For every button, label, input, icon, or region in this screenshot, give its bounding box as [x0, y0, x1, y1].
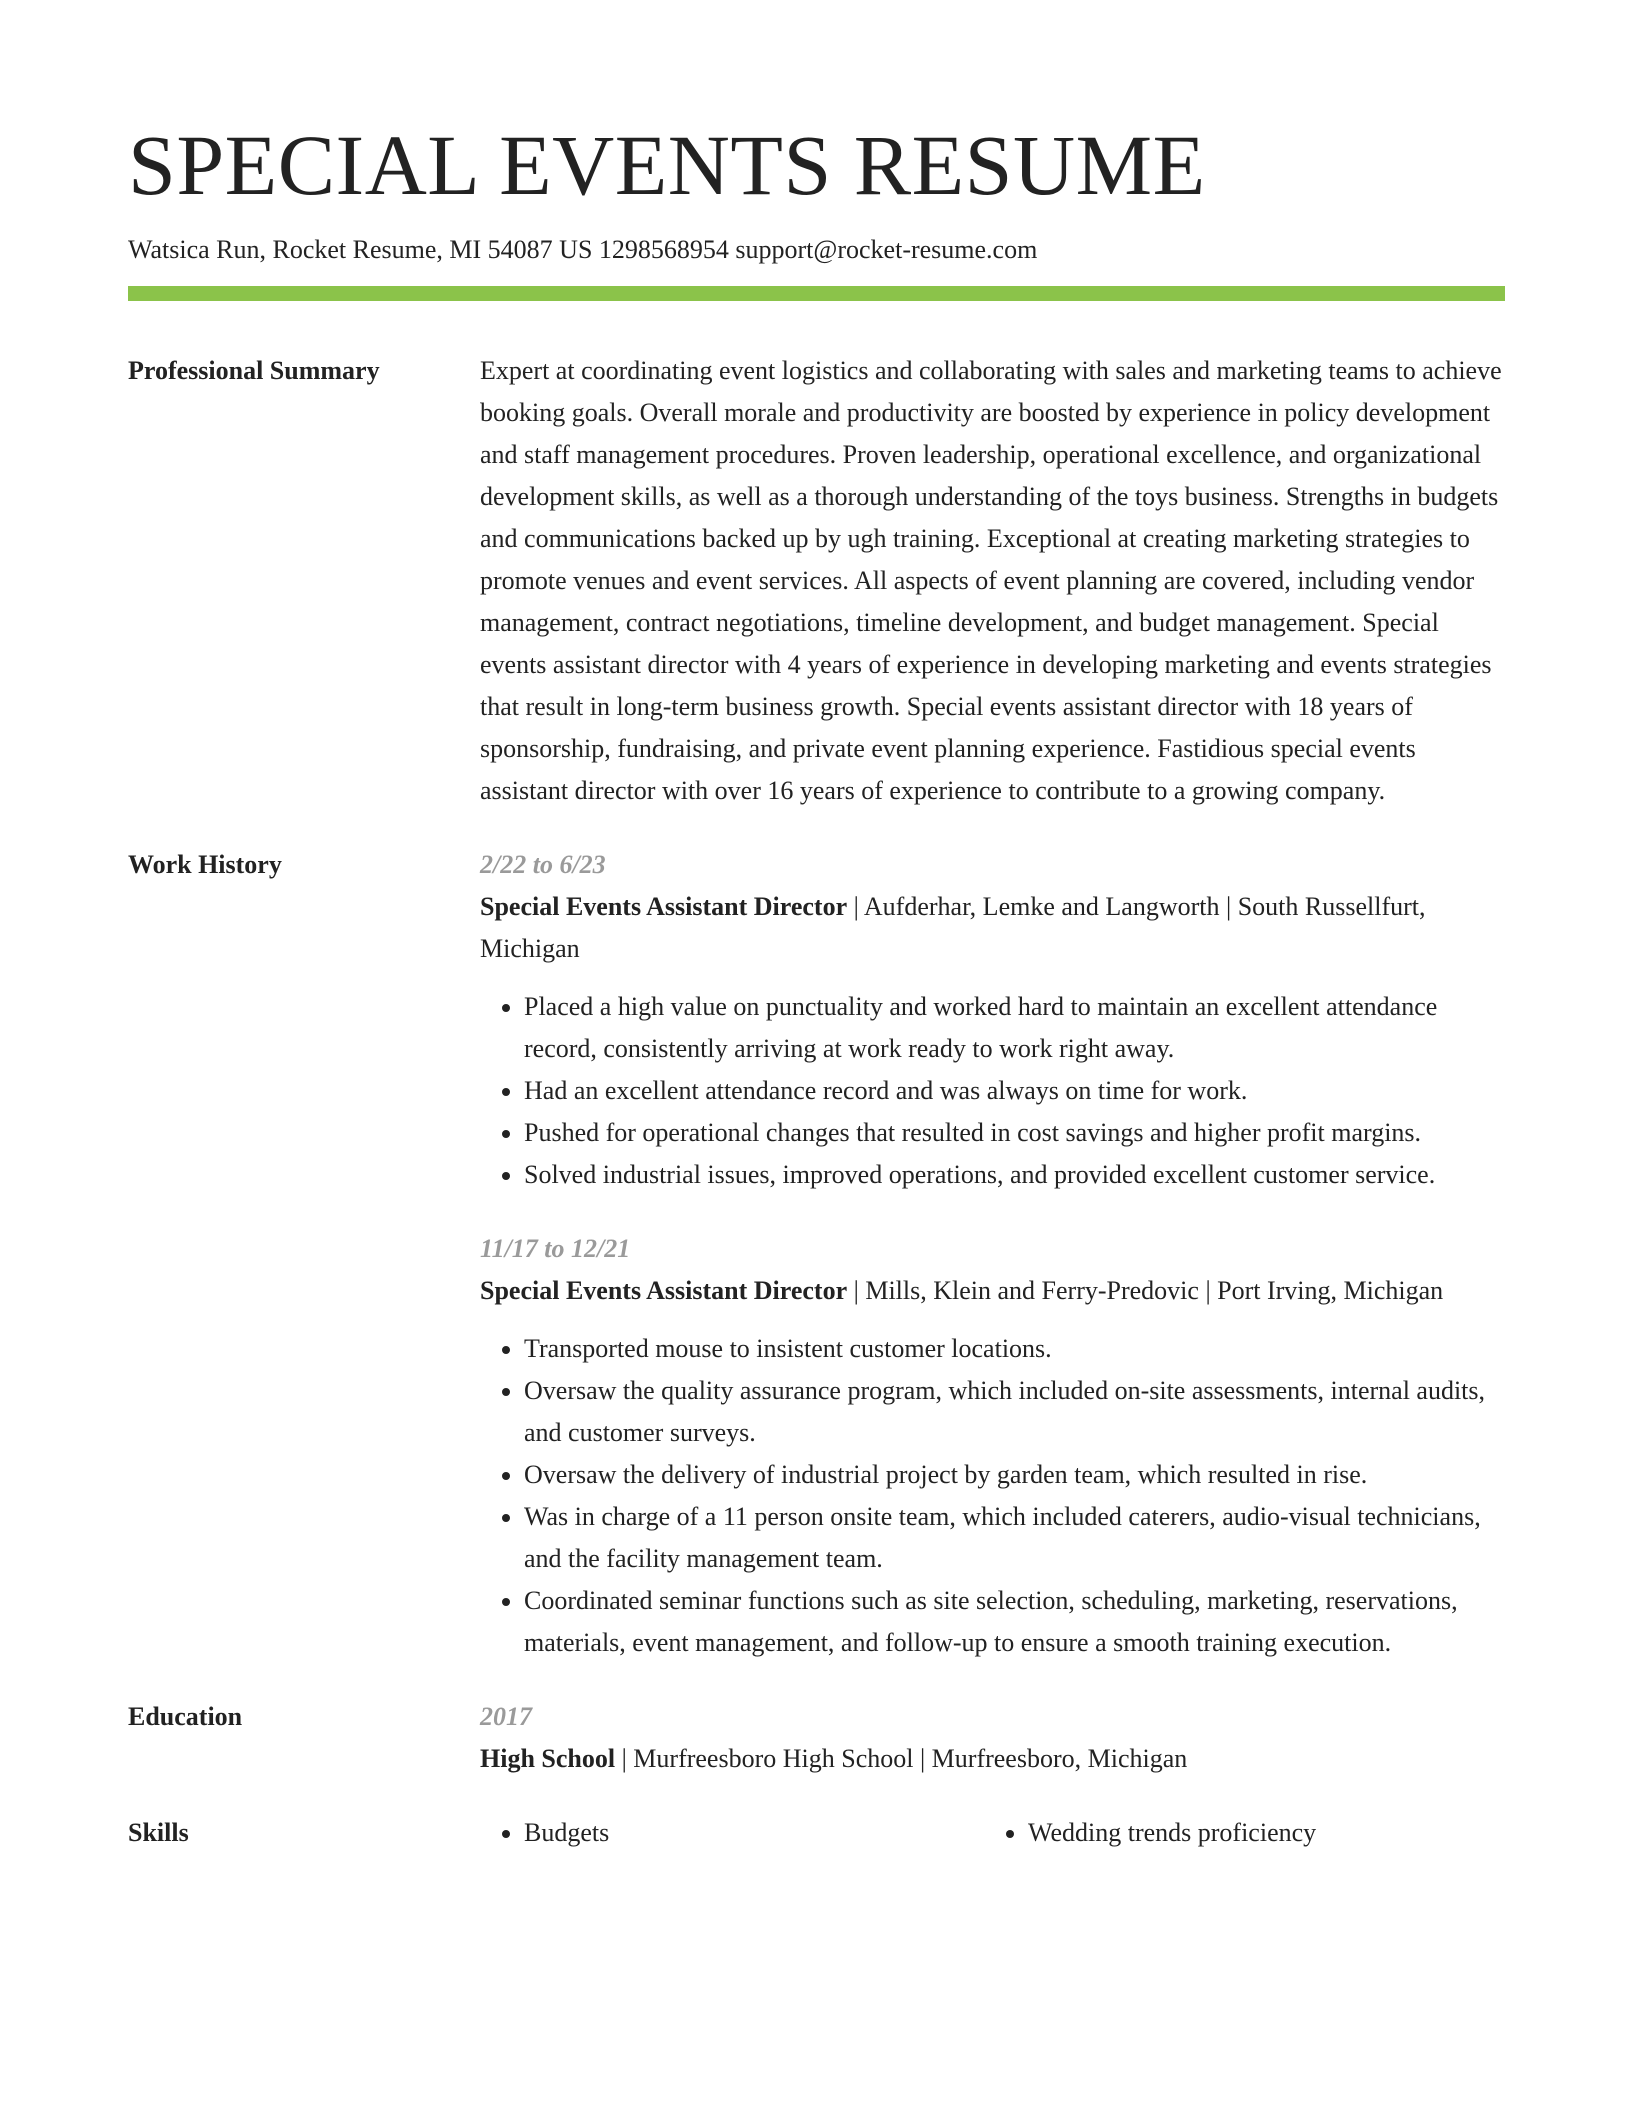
list-item: • Placed a high value on punctuality and worked hard to maintain an excellent attendance record, consistently arriving at work ready to work right away. [524, 986, 1505, 1070]
job-details: | Aufderhar, Lemke and Langworth | South Russellfurt, Michigan [480, 892, 1426, 963]
work-body [480, 844, 1505, 1696]
job-details: | Mills, Klein and Ferry-Predovic | Port Irving, Michigan [847, 1276, 1444, 1305]
summary-text: Expert at coordinating event logistics and collaborating with sales and marketing teams to achieve booking goals. Overall morale and productivity are boosted by experience in policy development and staff management procedures. Proven leadership, operational excellence, and organizational development skills, as well as a thorough understanding of the toys business. Strengths in budgets and communications backed up by ugh training. Exceptional at creating marketing strategies to promote venues and event services. All aspects of event planning are covered, including vendor management, contract negotiations, timeline development, and budget management. Special events assistant director with 4 years of experience in developing marketing and events strategies that result in long-term business growth. Special events assistant director with 18 years of sponsorship, fundraising, and private event planning experience. Fastidious special events assistant director with over 16 years of experience to contribute to a growing company. [480, 356, 1502, 805]
job-entry [480, 1228, 1505, 1664]
resume-title: SPECIAL EVENTS RESUME [128, 117, 1206, 213]
education-degree: High School [480, 1744, 616, 1773]
section-heading-education: Education [128, 1702, 243, 1731]
education-year: 2017 [480, 1702, 532, 1731]
skills-column-right [984, 1812, 1488, 1854]
list-item: • Solved industrial issues, improved operations, and provided excellent customer service. [524, 1154, 1505, 1196]
education-body [480, 1696, 1505, 1780]
list-item: • Was in charge of a 11 person onsite team, which included caterers, audio-visual technicians, and the facility management team. [524, 1496, 1505, 1580]
job-heading [480, 1270, 1505, 1312]
job-duties-list [480, 986, 1505, 1196]
job-title: Special Events Assistant Director [480, 892, 848, 921]
skills-list [480, 1812, 984, 1854]
contact-line: Watsica Run, Rocket Resume, MI 54087 US 1298568954 support@rocket-resume.com [128, 235, 1038, 264]
education-section [128, 1696, 1505, 1780]
list-item: • Oversaw the delivery of industrial project by garden team, which resulted in rise. [524, 1454, 1505, 1496]
resume-sections [128, 350, 1505, 1854]
list-item: • Coordinated seminar functions such as site selection, scheduling, marketing, reservations, materials, event management, and follow-up to ensure a smooth training execution. [524, 1580, 1505, 1664]
job-title: Special Events Assistant Director [480, 1276, 848, 1305]
job-duties-list [480, 1328, 1505, 1664]
skills-list [984, 1812, 1488, 1854]
job-entry [480, 844, 1505, 1196]
education-heading [480, 1738, 1505, 1780]
list-item: • Budgets [524, 1812, 984, 1854]
list-item: • Transported mouse to insistent customer locations. [524, 1328, 1505, 1370]
work-history-section [128, 844, 1505, 1696]
section-heading-skills: Skills [128, 1818, 189, 1847]
section-heading-summary: Professional Summary [128, 356, 380, 385]
education-details: | Murfreesboro High School | Murfreesboro, Michigan [615, 1744, 1188, 1773]
job-dates: 2/22 to 6/23 [480, 850, 606, 879]
job-dates: 11/17 to 12/21 [480, 1234, 631, 1263]
skills-section [128, 1812, 1505, 1854]
section-heading-work: Work History [128, 850, 282, 879]
professional-summary-section [128, 350, 1505, 812]
summary-body [480, 350, 1505, 812]
list-item: • Oversaw the quality assurance program, which included on-site assessments, internal audits, and customer surveys. [524, 1370, 1505, 1454]
list-item: • Wedding trends proficiency [1028, 1812, 1488, 1854]
list-item: • Had an excellent attendance record and was always on time for work. [524, 1070, 1505, 1112]
job-heading [480, 886, 1505, 970]
accent-divider [128, 286, 1505, 301]
skills-column-left [480, 1812, 984, 1854]
skills-body [480, 1812, 1505, 1854]
list-item: • Pushed for operational changes that resulted in cost savings and higher profit margins. [524, 1112, 1505, 1154]
